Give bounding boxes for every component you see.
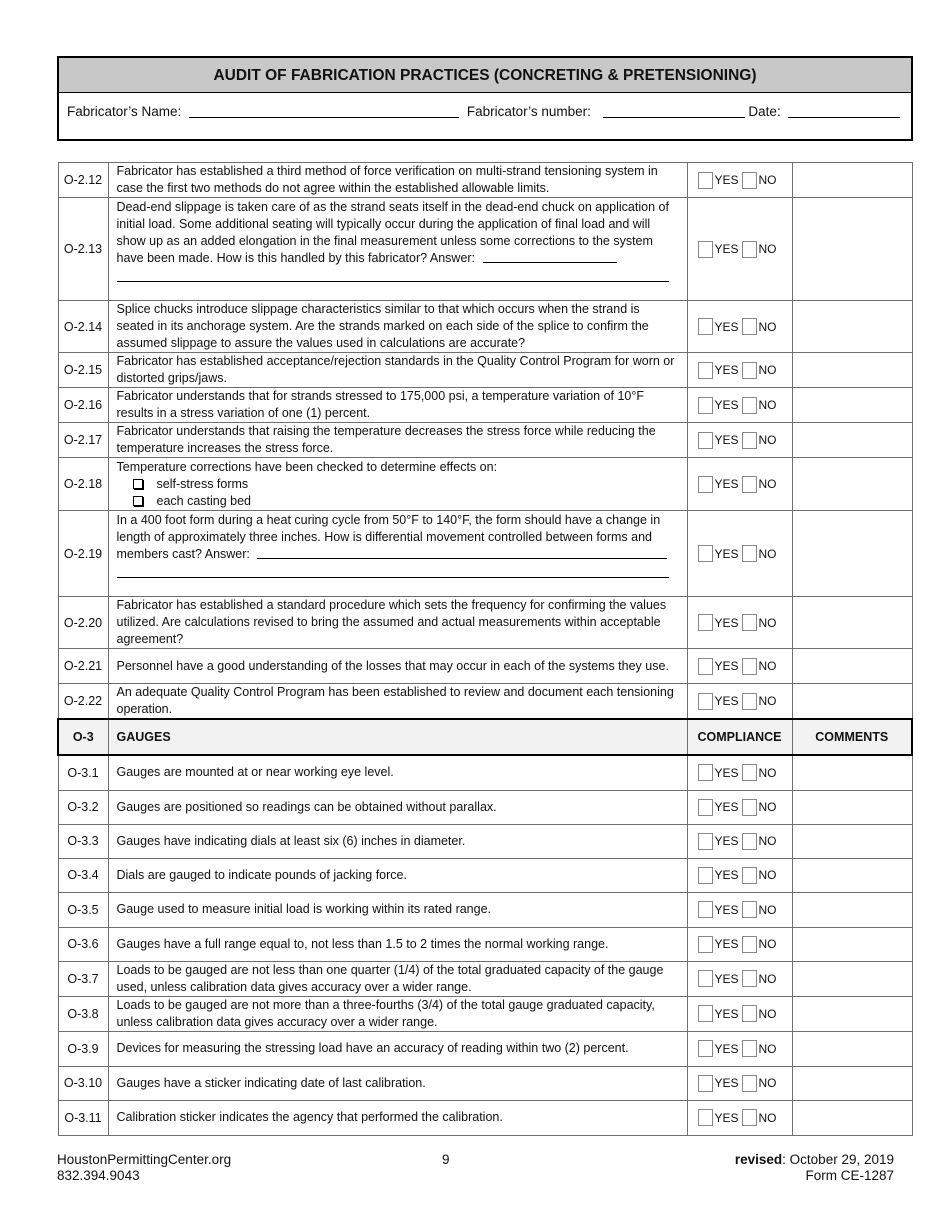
table-row	[58, 1031, 912, 1066]
form-number: Form CE-1287	[805, 1168, 894, 1183]
footer-phone: 832.394.9043	[57, 1168, 140, 1183]
yes-label: YES	[714, 902, 739, 917]
item-id: O-3.6	[58, 927, 108, 961]
item-text: Gauges have indicating dials at least six (6) inches in diameter.	[108, 824, 687, 858]
no-label: NO	[758, 242, 777, 256]
no-checkbox[interactable]	[742, 867, 757, 884]
no-label: NO	[758, 433, 777, 447]
revised-label: revised	[734, 1152, 783, 1167]
no-label: NO	[758, 1006, 777, 1021]
item-text: In a 400 foot form during a heat curing cycle from 50°F to 140°F, the form should have a change in length of approximately three inches. How is differential movement controlled between forms and members cast? Answer:	[116, 513, 661, 561]
no-label: NO	[758, 319, 777, 334]
yes-label: YES	[714, 800, 739, 814]
yes-label: YES	[714, 765, 739, 780]
answer-line[interactable]	[117, 270, 669, 282]
item-text: Temperature corrections have been checked to determine effects on:	[116, 459, 498, 474]
yes-label: YES	[714, 363, 739, 377]
table-row	[58, 996, 912, 1031]
comments-cell[interactable]	[792, 1100, 912, 1135]
yes-label: YES	[714, 477, 739, 491]
yes-checkbox[interactable]	[698, 693, 713, 710]
item-id: O-3.10	[58, 1066, 108, 1100]
date-field[interactable]	[788, 104, 900, 118]
no-checkbox[interactable]	[742, 1075, 757, 1092]
compliance-cell	[687, 790, 792, 824]
comments-cell[interactable]	[792, 163, 912, 198]
no-label: NO	[758, 659, 777, 673]
table-row	[58, 353, 912, 388]
table-row	[58, 511, 912, 597]
no-checkbox[interactable]	[742, 172, 757, 189]
compliance-cell	[687, 423, 792, 458]
yes-label: YES	[714, 319, 739, 334]
item-id: O-2.13	[58, 198, 108, 301]
yes-label: YES	[714, 659, 739, 673]
yes-label: YES	[714, 694, 739, 708]
revised-date: : October 29, 2019	[782, 1152, 894, 1167]
no-checkbox[interactable]	[742, 1005, 757, 1022]
yes-checkbox[interactable]	[698, 658, 713, 675]
table-row	[58, 458, 912, 511]
no-checkbox[interactable]	[742, 764, 757, 781]
item-text: Splice chucks introduce slippage characteristics similar to that which occurs when the strand is seated in its anchorage system. Are the strands marked on each side of the splice to confirm the assumed slippage to assure the values used in calculations are accurate?	[108, 301, 687, 353]
answer-line[interactable]	[117, 566, 669, 578]
yes-checkbox[interactable]	[698, 1109, 713, 1126]
item-text: Dead-end slippage is taken care of as the strand seats itself in the dead-end chuck on application of initial load. Some additional seating will typically occur during the application of final load and will show up as an added elongation in the final measurement unless some corrections to the system have been made. How is this handled by this fabricator? Answer:	[116, 200, 669, 265]
item-text-cell	[108, 198, 687, 301]
yes-checkbox[interactable]	[698, 764, 713, 781]
check-option	[117, 493, 681, 510]
item-id: O-3.5	[58, 892, 108, 927]
no-label: NO	[758, 834, 777, 848]
no-checkbox[interactable]	[742, 799, 757, 816]
yes-checkbox[interactable]	[698, 397, 713, 414]
item-text: Fabricator has established a standard procedure which sets the frequency for confirming the values utilized. Are calculations revised to bring the assumed and actual measurements within acceptable agreement?	[108, 597, 687, 649]
no-label: NO	[758, 615, 777, 630]
item-id: O-3.2	[58, 790, 108, 824]
item-text: Gauges are positioned so readings can be obtained without parallax.	[108, 790, 687, 824]
item-id: O-3.9	[58, 1031, 108, 1066]
comments-cell[interactable]	[792, 458, 912, 511]
no-checkbox[interactable]	[742, 241, 757, 258]
no-checkbox[interactable]	[742, 476, 757, 493]
table-row	[58, 755, 912, 790]
item-id: O-2.18	[58, 458, 108, 511]
check-option-label: each casting bed	[156, 493, 252, 508]
no-label: NO	[758, 363, 777, 377]
no-label: NO	[758, 868, 777, 882]
checklist-table	[57, 162, 913, 1136]
table-row	[58, 927, 912, 961]
comments-cell[interactable]	[792, 892, 912, 927]
table-row	[58, 198, 912, 301]
table-row	[58, 649, 912, 684]
comments-cell[interactable]	[792, 1031, 912, 1066]
comments-cell[interactable]	[792, 353, 912, 388]
yes-checkbox[interactable]	[698, 970, 713, 987]
no-label: NO	[758, 902, 777, 917]
compliance-cell	[687, 1100, 792, 1135]
item-text: Gauges are mounted at or near working eye level.	[108, 755, 687, 790]
compliance-cell	[687, 1031, 792, 1066]
compliance-header: COMPLIANCE	[687, 719, 792, 755]
section-id: O-3	[58, 719, 108, 755]
checkbox-icon[interactable]	[133, 496, 143, 506]
compliance-cell	[687, 961, 792, 996]
table-row	[58, 597, 912, 649]
footer-right	[735, 1152, 894, 1184]
compliance-cell	[687, 684, 792, 720]
yes-checkbox[interactable]	[698, 614, 713, 631]
header-fields	[59, 93, 911, 139]
item-id: O-3.11	[58, 1100, 108, 1135]
no-checkbox[interactable]	[742, 397, 757, 414]
no-checkbox[interactable]	[742, 1109, 757, 1126]
comments-cell[interactable]	[792, 198, 912, 301]
comments-cell[interactable]	[792, 755, 912, 790]
no-label: NO	[758, 1110, 777, 1125]
table-row	[58, 684, 912, 720]
comments-cell[interactable]	[792, 790, 912, 824]
item-text: Gauges have a sticker indicating date of last calibration.	[108, 1066, 687, 1100]
footer-website: HoustonPermittingCenter.org	[57, 1152, 232, 1167]
yes-checkbox[interactable]	[698, 241, 713, 258]
item-id: O-3.8	[58, 996, 108, 1031]
item-text: Dials are gauged to indicate pounds of jacking force.	[108, 858, 687, 892]
yes-checkbox[interactable]	[698, 432, 713, 449]
yes-label: YES	[714, 242, 739, 256]
fabricator-number-label: Fabricator’s number:	[466, 104, 591, 119]
compliance-cell	[687, 198, 792, 301]
yes-label: YES	[714, 937, 739, 951]
compliance-cell	[687, 388, 792, 423]
comments-cell[interactable]	[792, 597, 912, 649]
compliance-cell	[687, 927, 792, 961]
yes-label: YES	[714, 1006, 739, 1021]
table-row	[58, 824, 912, 858]
compliance-cell	[687, 1066, 792, 1100]
table-row	[58, 892, 912, 927]
no-label: NO	[758, 1076, 777, 1090]
section-header-row	[58, 719, 912, 755]
item-text: Calibration sticker indicates the agency that performed the calibration.	[108, 1100, 687, 1135]
comments-cell[interactable]	[792, 684, 912, 720]
yes-label: YES	[714, 546, 739, 561]
item-text: Fabricator understands that for strands stressed to 175,000 psi, a temperature variation of 10°F results in a stress variation of one (1) percent.	[108, 388, 687, 423]
fabricator-name-field[interactable]	[189, 104, 459, 118]
compliance-cell	[687, 511, 792, 597]
table-row	[58, 423, 912, 458]
compliance-cell	[687, 996, 792, 1031]
comments-cell[interactable]	[792, 824, 912, 858]
item-id: O-2.20	[58, 597, 108, 649]
table-row	[58, 961, 912, 996]
date-label: Date:	[748, 104, 781, 119]
check-option	[117, 476, 681, 493]
item-id: O-2.14	[58, 301, 108, 353]
yes-checkbox[interactable]	[698, 362, 713, 379]
yes-label: YES	[714, 971, 739, 986]
no-checkbox[interactable]	[742, 936, 757, 953]
item-text: Fabricator understands that raising the temperature decreases the stress force while reducing the temperature increases the stress force.	[108, 423, 687, 458]
comments-cell[interactable]	[792, 1066, 912, 1100]
yes-checkbox[interactable]	[698, 799, 713, 816]
item-id: O-2.22	[58, 684, 108, 720]
item-text-cell	[108, 511, 687, 597]
no-checkbox[interactable]	[742, 432, 757, 449]
no-checkbox[interactable]	[742, 362, 757, 379]
item-id: O-3.3	[58, 824, 108, 858]
check-option-label: self-stress forms	[156, 476, 249, 491]
no-label: NO	[758, 971, 777, 986]
yes-checkbox[interactable]	[698, 172, 713, 189]
comments-cell[interactable]	[792, 927, 912, 961]
yes-checkbox[interactable]	[698, 1040, 713, 1057]
no-label: NO	[758, 1041, 777, 1056]
no-checkbox[interactable]	[742, 833, 757, 850]
yes-label: YES	[714, 1076, 739, 1090]
yes-label: YES	[714, 398, 739, 412]
yes-label: YES	[714, 173, 739, 187]
table-row	[58, 1066, 912, 1100]
yes-checkbox[interactable]	[698, 545, 713, 562]
yes-checkbox[interactable]	[698, 901, 713, 918]
no-checkbox[interactable]	[742, 901, 757, 918]
compliance-cell	[687, 597, 792, 649]
section-title: GAUGES	[108, 719, 687, 755]
table-row	[58, 858, 912, 892]
yes-label: YES	[714, 868, 739, 882]
compliance-cell	[687, 163, 792, 198]
no-label: NO	[758, 398, 777, 412]
item-id: O-2.21	[58, 649, 108, 684]
answer-line[interactable]	[483, 251, 617, 263]
comments-cell[interactable]	[792, 649, 912, 684]
comments-cell[interactable]	[792, 388, 912, 423]
yes-label: YES	[714, 834, 739, 848]
fabricator-number-field[interactable]	[603, 104, 745, 118]
no-checkbox[interactable]	[742, 545, 757, 562]
comments-cell[interactable]	[792, 423, 912, 458]
yes-checkbox[interactable]	[698, 833, 713, 850]
table-row	[58, 790, 912, 824]
no-checkbox[interactable]	[742, 318, 757, 335]
form-title: AUDIT OF FABRICATION PRACTICES (CONCRETING & PRETENSIONING)	[59, 58, 911, 93]
yes-checkbox[interactable]	[698, 1005, 713, 1022]
no-label: NO	[758, 173, 777, 187]
yes-label: YES	[714, 433, 739, 447]
item-id: O-3.4	[58, 858, 108, 892]
compliance-cell	[687, 301, 792, 353]
yes-checkbox[interactable]	[698, 867, 713, 884]
item-id: O-3.1	[58, 755, 108, 790]
comments-header: COMMENTS	[792, 719, 912, 755]
compliance-cell	[687, 353, 792, 388]
form-header	[57, 56, 913, 141]
compliance-cell	[687, 649, 792, 684]
page-number: 9	[442, 1152, 450, 1167]
yes-checkbox[interactable]	[698, 476, 713, 493]
no-label: NO	[758, 765, 777, 780]
fabricator-name-label: Fabricator’s Name:	[67, 104, 182, 119]
item-text: An adequate Quality Control Program has been established to review and document each tensioning operation.	[108, 684, 687, 720]
yes-label: YES	[714, 1041, 739, 1056]
checkbox-icon[interactable]	[133, 479, 143, 489]
compliance-cell	[687, 458, 792, 511]
no-label: NO	[758, 694, 777, 708]
item-id: O-2.19	[58, 511, 108, 597]
comments-cell[interactable]	[792, 858, 912, 892]
no-label: NO	[758, 546, 777, 561]
item-text: Personnel have a good understanding of the losses that may occur in each of the systems they use.	[108, 649, 687, 684]
item-text: Fabricator has established acceptance/rejection standards in the Quality Control Program for worn or distorted grips/jaws.	[108, 353, 687, 388]
item-text: Loads to be gauged are not more than a three-fourths (3/4) of the total gauge graduated capacity, unless calibration data gives accuracy over a wider range.	[108, 996, 687, 1031]
table-row	[58, 301, 912, 353]
comments-cell[interactable]	[792, 996, 912, 1031]
item-text: Loads to be gauged are not less than one quarter (1/4) of the total graduated capacity of the gauge used, unless calibration data gives accuracy over a wider range.	[108, 961, 687, 996]
compliance-cell	[687, 892, 792, 927]
comments-cell[interactable]	[792, 511, 912, 597]
answer-line[interactable]	[257, 547, 667, 559]
no-checkbox[interactable]	[742, 970, 757, 987]
item-id: O-2.16	[58, 388, 108, 423]
compliance-cell	[687, 824, 792, 858]
yes-checkbox[interactable]	[698, 1075, 713, 1092]
compliance-cell	[687, 755, 792, 790]
item-text: Devices for measuring the stressing load have an accuracy of reading within two (2) percent.	[108, 1031, 687, 1066]
comments-cell[interactable]	[792, 301, 912, 353]
no-label: NO	[758, 937, 777, 951]
item-id: O-2.17	[58, 423, 108, 458]
table-row	[58, 163, 912, 198]
yes-checkbox[interactable]	[698, 318, 713, 335]
no-label: NO	[758, 800, 777, 814]
item-text: Gauge used to measure initial load is working within its rated range.	[108, 892, 687, 927]
item-id: O-2.12	[58, 163, 108, 198]
yes-checkbox[interactable]	[698, 936, 713, 953]
no-label: NO	[758, 477, 777, 491]
revision-line	[735, 1152, 894, 1168]
item-text: Fabricator has established a third method of force verification on multi-strand tensioning system in case the first two methods do not agree within the established allowable limits.	[108, 163, 687, 198]
no-checkbox[interactable]	[742, 614, 757, 631]
item-text: Gauges have a full range equal to, not less than 1.5 to 2 times the normal working range.	[108, 927, 687, 961]
no-checkbox[interactable]	[742, 1040, 757, 1057]
table-row	[58, 388, 912, 423]
no-checkbox[interactable]	[742, 693, 757, 710]
comments-cell[interactable]	[792, 961, 912, 996]
compliance-cell	[687, 858, 792, 892]
yes-label: YES	[714, 615, 739, 630]
item-text-cell	[108, 458, 687, 511]
footer-left	[57, 1152, 231, 1184]
item-id: O-3.7	[58, 961, 108, 996]
no-checkbox[interactable]	[742, 658, 757, 675]
table-row	[58, 1100, 912, 1135]
item-id: O-2.15	[58, 353, 108, 388]
yes-label: YES	[714, 1110, 739, 1125]
